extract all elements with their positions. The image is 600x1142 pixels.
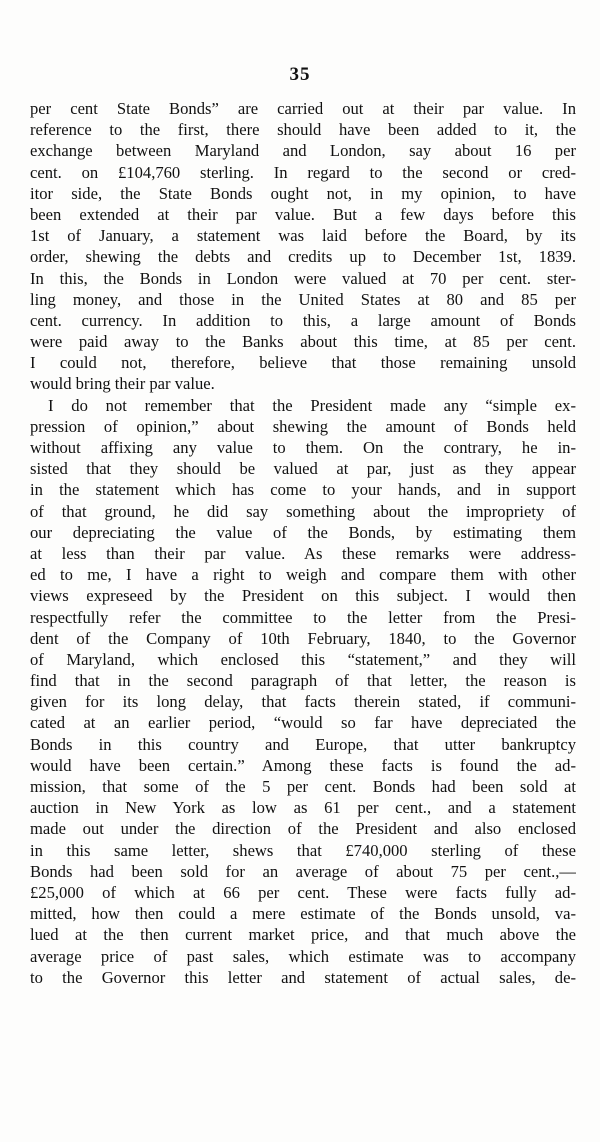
text-line: ling money, and those in the United States at 80 and 85 per [30,289,576,309]
text-line: I could not, therefore, believe that those remaining unsold [30,353,576,373]
text-line: average price of past sales, which estimate was to accompany [30,946,576,966]
text-line: £25,000 of which at 66 per cent. These were facts fully ad- [30,882,576,902]
text-line: dent of the Company of 10th February, 1840, to the Governor [30,628,576,648]
text-line: ed to me, I have a right to weigh and compare them with other [30,565,576,585]
text-line: were paid away to the Banks about this time, at 85 per cent. [30,332,576,352]
page-number: 35 [289,64,311,85]
text-line: respectfully refer the committee to the letter from the Presi- [30,607,576,627]
text-line: would bring their par value. [30,374,215,394]
body-text [30,98,576,988]
text-line: exchange between Maryland and London, say about 16 per [30,141,576,161]
text-line: itor side, the State Bonds ought not, in my opinion, to have [30,183,576,203]
text-line: find that in the second paragraph of that letter, the reason is [30,671,576,691]
text-line: Bonds in this country and Europe, that utter bankruptcy [30,734,576,754]
text-line: given for its long delay, that facts therein stated, if communi- [30,692,576,712]
text-line: I do not remember that the President made any “simple ex- [48,395,576,415]
text-line: pression of opinion,” about shewing the amount of Bonds held [30,416,576,436]
text-line: mitted, how then could a mere estimate of the Bonds unsold, va- [30,904,576,924]
text-line: in this same letter, shews that £740,000 sterling of these [30,840,576,860]
text-line: cent. on £104,760 sterling. In regard to the second or cred- [30,162,576,182]
text-line: in the statement which has come to your hands, and in support [30,480,576,500]
text-line: mission, that some of the 5 per cent. Bonds had been sold at [30,777,576,796]
text-line: 1st of January, a statement was laid before the Board, by its [30,226,576,246]
text-line: per cent State Bonds” are carried out at their par value. In [30,99,576,118]
text-line: lued at the then current market price, and that much above the [30,925,576,945]
text-line: of that ground, he did say something about the impropriety of [30,501,576,521]
text-line: cent. currency. In addition to this, a large amount of Bonds [30,310,576,330]
text-line: made out under the direction of the President and also enclosed [30,819,576,839]
text-line: In this, the Bonds in London were valued at 70 per cent. ster- [30,268,576,288]
text-line: at less than their par value. As these remarks were address- [30,543,576,563]
text-line: cated at an earlier period, “would so far have depreciated the [30,713,576,733]
text-line: reference to the first, there should have been added to it, the [30,120,576,140]
text-line: our depreciating the value of the Bonds, by estimating them [30,522,576,542]
text-line: Bonds had been sold for an average of about 75 per cent.,— [30,861,576,881]
text-line: views expreseed by the President on this subject. I would then [30,586,576,606]
text-line: order, shewing the debts and credits up to December 1st, 1839. [30,247,576,267]
text-line: without affixing any value to them. On the contrary, he in- [30,438,576,457]
text-line: of Maryland, which enclosed this “statement,” and they will [30,649,576,669]
text-line: would have been certain.” Among these facts is found the ad- [30,755,576,775]
text-line: been extended at their par value. But a few days before this [30,204,576,224]
text-line: sisted that they should be valued at par, just as they appear [30,459,576,479]
text-line: auction in New York as low as 61 per cent., and a statement [30,798,576,818]
text-line: to the Governor this letter and statement of actual sales, de- [30,967,576,987]
